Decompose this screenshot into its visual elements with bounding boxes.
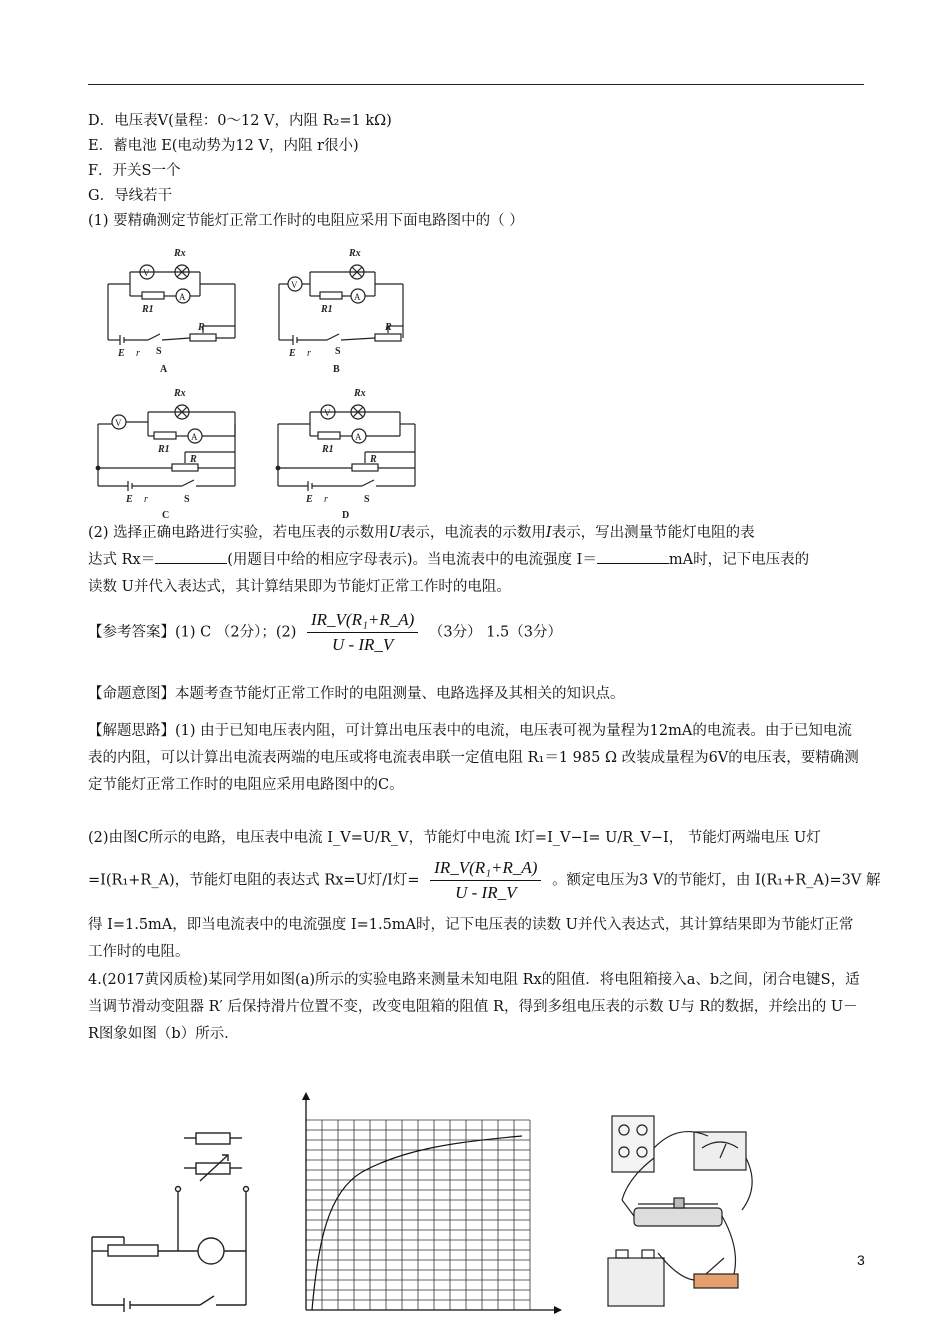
svg-text:E: E — [289, 348, 296, 359]
svg-text:A: A — [355, 432, 362, 442]
figure-c-equipment — [598, 1108, 770, 1320]
svg-text:S: S — [156, 346, 162, 357]
circuit-diagrams — [90, 238, 430, 518]
item-d: D．电压表V(量程：0～12 V，内阻 R₂=1 kΩ) — [88, 113, 392, 129]
svg-text:R: R — [370, 454, 377, 465]
svg-text:V: V — [115, 418, 122, 428]
svg-text:Rx: Rx — [349, 248, 361, 259]
svg-text:S: S — [335, 346, 341, 357]
rx-label: Rx — [174, 248, 186, 259]
svg-text:R: R — [385, 322, 392, 333]
figure-a-circuit — [88, 1125, 288, 1320]
voltmeter — [694, 1132, 746, 1170]
caption-c: C — [162, 510, 170, 518]
item-f: F．开关S一个 — [88, 163, 181, 179]
item-g: G．导线若干 — [88, 188, 173, 204]
caption-b: B — [333, 364, 340, 375]
circuit-c — [96, 388, 235, 518]
svg-text:R: R — [198, 322, 205, 333]
svg-text:R1: R1 — [158, 444, 170, 455]
svg-text:r: r — [144, 494, 148, 505]
solution-part-1: 【解题思路】(1) 由于已知电压表内阻，可计算出电压表中的电流，电压表可视为量程为12mA的电流表。由于已知电流表的内阻，可以计算出电流表两端的电压或将电流表串联一定值电阻 R₁＝1 985 Ω 改装成量程为6V的电压表，要精确测定节能灯正常工作时的电阻应采用电路图中的C。 — [88, 723, 859, 793]
svg-text:S: S — [184, 494, 190, 505]
figure-b-chart — [292, 1092, 562, 1320]
svg-text:A: A — [179, 292, 186, 302]
solution-fraction: $\frac{\text{IR\_V(R₁+R\_A)}}{U - IR\_V}$ — [430, 858, 541, 903]
svg-text:E: E — [306, 494, 313, 505]
battery — [608, 1258, 664, 1306]
intent-line: 【命题意图】本题考查节能灯正常工作时的电阻测量、电路选择及其相关的知识点。 — [88, 686, 625, 702]
circuit-b — [279, 248, 403, 375]
question-2: (2) 选择正确电路进行实验，若电压表的示数用U表示，电流表的示数用I表示，写出测量节能灯电阻的表 达式 Rx＝ (用题目中给的相应字母表示)。当电流表中的电流强度 I＝ mA时，记下电压表的 读数 U并代入表达式，其计算结果即为节能灯正常工作时的电阻。 — [88, 525, 810, 595]
svg-text:Rx: Rx — [174, 388, 186, 399]
switch — [694, 1274, 738, 1288]
u-r-curve — [312, 1136, 522, 1310]
svg-text:r: r — [136, 348, 140, 359]
caption-a: A — [160, 364, 168, 375]
svg-text:E: E — [126, 494, 133, 505]
solution-part-2a: (2)由图C所示的电路，电压表中电流 I_V=U/R_V，节能灯中电流 I灯=I_V−I= U/R_V−I， 节能灯两端电压 U灯 — [88, 830, 821, 846]
circuit-d — [276, 388, 415, 518]
answer-fraction: $\frac{\text{IR\_V(R₁+R\_A)}}{U - IR\_V}$ — [307, 610, 418, 655]
svg-text:A: A — [191, 432, 198, 442]
svg-text:S: S — [364, 494, 370, 505]
svg-text:V: V — [291, 280, 298, 290]
svg-text:R1: R1 — [322, 444, 334, 455]
page-number: 3 — [857, 1252, 865, 1268]
svg-text:A: A — [354, 292, 361, 302]
solution-part-2b: =I(R₁+R_A)，节能灯电阻的表达式 Rx=U灯/I灯= $\frac{\text{IR\_V(R₁+R\_A)}}{U - IR\_V}$ 。额定电压为3 V的节能灯，由 I(R₁+R_A)=3V 解 — [88, 858, 881, 902]
v-meter-label: V — [143, 268, 150, 278]
reference-answer: 【参考答案】(1) C （2分）；(2) $\frac{\text{IR\_V(R₁+R\_A)}}{U - IR\_V}$ （3分） 1.5（3分） — [88, 610, 563, 654]
caption-d: D — [342, 510, 350, 518]
y-axis-arrow — [302, 1092, 310, 1100]
question-4: 4.(2017黄冈质检)某同学用如图(a)所示的实验电路来测量未知电阻 Rx的阻值．将电阻箱接入a、b之间，闭合电键S，适当调节滑动变阻器 R′ 后保持滑片位置不变，改变电阻箱的阻值 R，得到多组电压表的示数 U与 R的数据，并绘出的 U－R图象如图（b）所示． — [88, 972, 860, 1042]
circuit-a — [108, 248, 235, 375]
answer-blank-2[interactable] — [597, 549, 669, 564]
svg-text:r: r — [307, 348, 311, 359]
svg-text:R: R — [190, 454, 197, 465]
item-e: E．蓄电池 E(电动势为12 V，内阻 r很小) — [88, 138, 359, 154]
chart-grid — [306, 1120, 530, 1310]
svg-text:Rx: Rx — [354, 388, 366, 399]
header-rule — [88, 84, 864, 85]
svg-text:E: E — [118, 348, 125, 359]
rheostat — [634, 1208, 722, 1226]
svg-text:r: r — [324, 494, 328, 505]
solution-part-2d: 得 I=1.5mA，即当电流表中的电流强度 I=1.5mA时，记下电压表的读数 U并代入表达式，其计算结果即为节能灯正常工作时的电阻。 — [88, 917, 854, 960]
answer-blank-1[interactable] — [155, 549, 227, 564]
svg-text:V: V — [324, 408, 331, 418]
svg-text:R1: R1 — [321, 304, 333, 315]
question-1: (1) 要精确测定节能灯正常工作时的电阻应采用下面电路图中的（ ） — [88, 213, 524, 229]
x-axis-arrow — [554, 1306, 562, 1314]
svg-text:R1: R1 — [142, 304, 154, 315]
